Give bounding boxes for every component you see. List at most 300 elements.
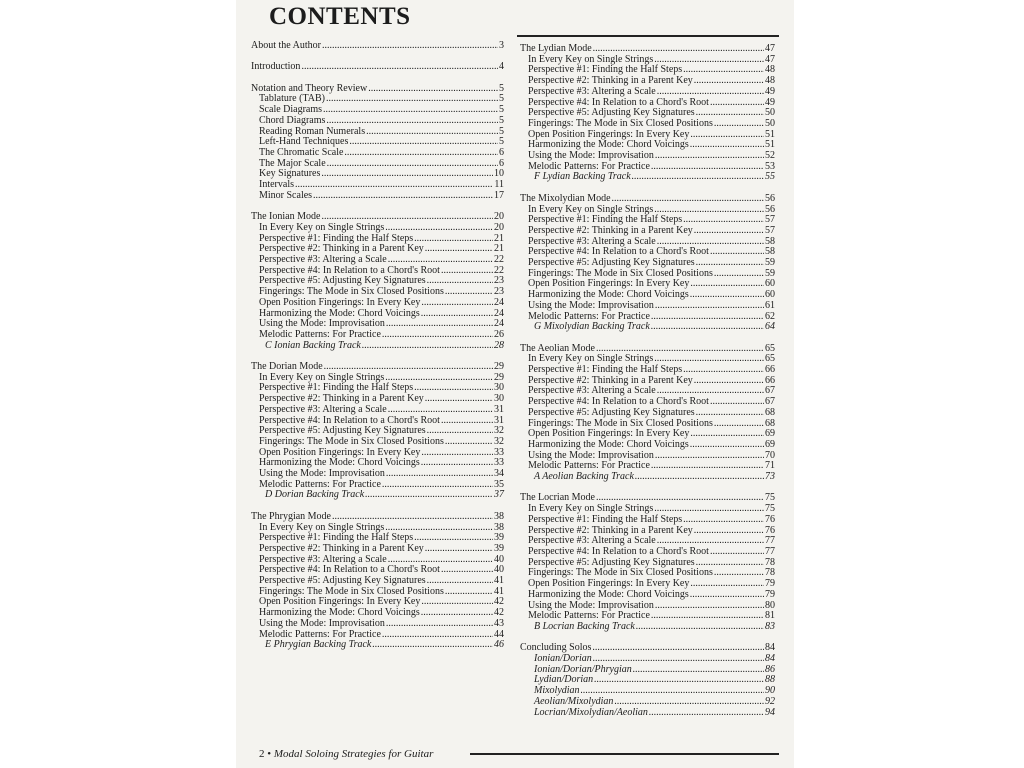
toc-page-number: 5 [499,82,504,94]
toc-entry-title: Fingerings: The Mode in Six Closed Positions [528,117,713,129]
dot-leader [368,84,498,95]
toc-entry-title: Tablature (TAB) [259,93,325,105]
toc-page-number: 10 [494,168,504,180]
toc-entry-title: Perspective #5: Adjusting Key Signatures [528,107,695,119]
toc-entry-title: Fingerings: The Mode in Six Closed Positions [528,567,713,579]
toc-page-number: 37 [494,489,504,501]
dot-leader [594,675,764,686]
toc-entry-title: In Every Key on Single Strings [259,521,385,533]
toc-page-number: 40 [494,564,504,576]
dot-leader [683,365,764,376]
dot-leader [612,194,764,205]
toc-page-number: 81 [765,610,775,622]
toc-page-number: 40 [494,553,504,565]
toc-entry-title: Open Position Fingerings: In Every Key [528,128,690,140]
dot-leader [683,215,764,226]
toc-page-number: 58 [765,246,775,258]
toc-entry-title: Harmonizing the Mode: Chord Voicings [259,607,420,619]
toc-page-number: 59 [765,267,775,279]
toc-entry [251,405,504,416]
toc-entry-title: Melodic Patterns: For Practice [528,610,650,622]
toc-entry-title: In Every Key on Single Strings [259,221,385,233]
page-title: CONTENTS [269,3,411,30]
toc-page-number: 52 [765,150,775,162]
toc-entry-title: Open Position Fingerings: In Every Key [259,296,421,308]
toc-page-number: 21 [494,232,504,244]
toc-page-number: 80 [765,599,775,611]
toc-entry-title: Reading Roman Numerals [259,125,366,137]
toc-page-number: 31 [494,403,504,415]
toc-entry-title: Concluding Solos [520,642,592,654]
dot-leader [349,137,498,148]
dot-leader [694,376,764,387]
toc-entry-title: Using the Mode: Improvisation [259,468,385,480]
toc-entry-title: In Every Key on Single Strings [528,353,654,365]
dot-leader [690,140,764,151]
toc-page-number: 66 [765,364,775,376]
dot-leader [710,397,764,408]
dot-leader [326,116,498,127]
toc-entry-title: Melodic Patterns: For Practice [528,160,650,172]
toc-page-number: 51 [765,128,775,140]
toc-page-number: 48 [765,64,775,76]
dot-leader [425,244,493,255]
toc-entry-title: D Dorian Backing Track [265,489,365,501]
toc-entry-title: Mixolydian [534,685,580,697]
toc-entry-title: Aeolian/Mixolydian [534,695,614,707]
toc-entry-title: The Major Scale [259,157,326,169]
toc-section-heading [251,62,504,73]
dot-leader [386,319,493,330]
toc-page-number: 79 [765,588,775,600]
toc-page-number: 41 [494,585,504,597]
toc-entry-title: Perspective #3: Altering a Scale [528,535,656,547]
dot-leader [655,301,764,312]
dot-leader [683,515,764,526]
toc-entry-title: Perspective #4: In Relation to a Chord's Root [259,564,440,576]
toc-entry-title: Perspective #3: Altering a Scale [528,385,656,397]
toc-page-number: 6 [499,147,504,158]
toc-entry-title: Melodic Patterns: For Practice [259,328,381,340]
toc-entry-title: Introduction [251,61,301,73]
toc-entry-title: Perspective #1: Finding the Half Steps [259,532,414,544]
dot-leader [714,568,764,579]
title-rule [517,35,779,37]
toc-page-number: 42 [494,607,504,619]
toc-entry-title: Melodic Patterns: For Practice [528,310,650,322]
toc-page-number: 76 [765,513,775,525]
toc-page-number: 75 [765,492,775,504]
toc-entry-title: Perspective #1: Finding the Half Steps [528,64,683,76]
dot-leader [322,41,498,52]
toc-entry-title: Perspective #4: In Relation to a Chord's Root [259,264,440,276]
toc-entry-title: Open Position Fingerings: In Every Key [259,446,421,458]
dot-leader [655,601,764,612]
toc-page-number: 51 [765,139,775,151]
toc-entry-title: Perspective #1: Finding the Half Steps [528,364,683,376]
dot-leader [714,119,764,130]
toc-entry-title: Open Position Fingerings: In Every Key [528,278,690,290]
dot-leader [655,151,764,162]
dot-leader [332,512,493,523]
toc-entry-title: B Locrian Backing Track [534,620,635,632]
dot-leader [372,640,493,651]
dot-leader [421,298,493,309]
toc-entry-title: The Phrygian Mode [251,510,331,522]
toc-page-number: 23 [494,286,504,298]
toc-page-number: 59 [765,257,775,269]
toc-entry [251,191,504,202]
dot-leader [655,451,764,462]
footer-bullet: • [267,748,272,760]
toc-page-number: 79 [765,578,775,590]
toc-page-number: 73 [765,471,775,483]
toc-page-number: 49 [765,96,775,108]
toc-page-number: 44 [494,628,504,640]
toc-entry-title: In Every Key on Single Strings [528,53,654,65]
dot-leader [445,587,493,598]
toc-subentry [520,472,775,483]
dot-leader [301,62,498,73]
toc-page-number: 35 [494,478,504,490]
toc-page-number: 65 [765,342,775,354]
dot-leader [388,405,493,416]
dot-leader [365,490,493,501]
toc-entry-title: Intervals [259,179,294,191]
toc-entry-title: Melodic Patterns: For Practice [259,478,381,490]
toc-entry-title: The Aeolian Mode [520,342,595,354]
toc-page-number: 5 [499,93,504,105]
toc-entry-title: Left-Hand Techniques [259,136,349,148]
toc-page-number: 90 [765,685,775,697]
toc-page-number: 56 [765,203,775,215]
toc-subentry [251,640,504,651]
toc-entry-title: About the Author [251,40,321,51]
toc-page-number: 70 [765,449,775,461]
dot-leader [421,597,493,608]
toc-section-heading [520,194,775,205]
toc-entry-title: Notation and Theory Review [251,82,368,94]
toc-page-number: 38 [494,510,504,522]
dot-leader [651,322,764,333]
toc-entry-title: Perspective #3: Altering a Scale [528,235,656,247]
toc-entry-title: Harmonizing the Mode: Chord Voicings [528,139,689,151]
toc-page-number: 77 [765,546,775,557]
toc-subentry [520,697,775,708]
dot-leader [632,172,764,183]
dot-leader [690,440,764,451]
dot-leader [651,162,764,173]
dot-leader [683,65,764,76]
toc-entry-title: In Every Key on Single Strings [259,371,385,383]
toc-entry-title: Minor Scales [259,189,313,201]
toc-column-left [251,41,504,651]
toc-section [520,194,775,333]
dot-leader [696,408,764,419]
dot-leader [694,76,764,87]
toc-page-number: 34 [494,468,504,480]
toc-entry-title: Ionian/Dorian [534,653,592,665]
toc-entry-title: Key Signatures [259,168,321,180]
dot-leader [362,341,493,352]
dot-leader [651,611,764,622]
toc-entry-title: Using the Mode: Improvisation [528,299,654,311]
toc-entry-title: The Chromatic Scale [259,147,344,158]
dot-leader [633,665,764,676]
dot-leader [344,148,498,159]
toc-subentry [520,172,775,183]
toc-page-number: 49 [765,85,775,97]
toc-entry-title: Open Position Fingerings: In Every Key [528,578,690,590]
dot-leader [690,279,764,290]
dot-leader [694,226,764,237]
toc-page-number: 21 [494,243,504,255]
toc-subentry [520,622,775,633]
toc-section [520,493,775,632]
toc-page-number: 22 [494,264,504,276]
toc-page-number: 62 [765,310,775,322]
dot-leader [690,290,764,301]
dot-leader [326,94,498,105]
toc-page-number: 84 [765,642,775,654]
dot-leader [386,619,493,630]
dot-leader [690,130,764,141]
toc-section [520,44,775,183]
dot-leader [313,191,493,202]
toc-entry-title: Open Position Fingerings: In Every Key [528,428,690,440]
footer-rule [470,753,779,755]
toc-page-number: 24 [494,318,504,330]
dot-leader [710,98,764,109]
toc-page-number: 11 [494,179,504,191]
dot-leader [710,247,764,258]
toc-page-number: 65 [765,353,775,365]
toc-page-number: 50 [765,117,775,129]
page-footer [259,747,433,761]
toc-entry-title: Fingerings: The Mode in Six Closed Positions [528,417,713,429]
dot-leader [321,169,493,180]
toc-entry-title: Perspective #1: Finding the Half Steps [528,214,683,226]
toc-page-number: 94 [765,706,775,718]
toc-entry [520,590,775,601]
toc-page-number: 22 [494,254,504,266]
toc-entry-title: Perspective #4: In Relation to a Chord's Root [259,414,440,426]
toc-page-number: 24 [494,296,504,308]
toc-entry [251,619,504,630]
toc-entry-title: Perspective #3: Altering a Scale [259,403,387,415]
toc-entry-title: Perspective #2: Thinking in a Parent Key [259,393,424,405]
toc-page-number: 77 [765,535,775,547]
dot-leader [710,547,764,558]
toc-entry-title: Melodic Patterns: For Practice [528,460,650,472]
toc-page-number: 29 [494,361,504,373]
toc-section-heading [251,41,504,52]
toc-entry-title: In Every Key on Single Strings [528,503,654,515]
toc-page-number: 5 [499,104,504,116]
dot-leader [651,312,764,323]
toc-page-number: 88 [765,674,775,686]
dot-leader [445,287,493,298]
toc-page-number: 69 [765,428,775,440]
toc-entry-title: The Ionian Mode [251,211,321,223]
dot-leader [690,429,764,440]
toc-entry [251,298,504,309]
toc-entry-title: Perspective #2: Thinking in a Parent Key [528,224,693,236]
toc-entry-title: Harmonizing the Mode: Chord Voicings [259,457,420,469]
toc-page-number: 47 [765,53,775,65]
dot-leader [614,697,764,708]
toc-subentry [520,322,775,333]
dot-leader [385,223,493,234]
toc-entry-title: F Lydian Backing Track [534,171,631,183]
toc-entry-title: The Dorian Mode [251,361,323,373]
toc-page-number: 57 [765,224,775,236]
dot-leader [414,234,493,245]
toc-entry-title: Perspective #2: Thinking in a Parent Key [259,243,424,255]
toc-entry-title: Fingerings: The Mode in Six Closed Positions [259,435,444,447]
toc-page-number: 30 [494,382,504,394]
toc-page-number: 68 [765,406,775,418]
toc-page-number: 33 [494,446,504,458]
toc-entry-title: Perspective #5: Adjusting Key Signatures [259,425,426,437]
toc-page-number: 67 [765,385,775,397]
toc-entry-title: The Lydian Mode [520,43,592,54]
toc-page-number: 60 [765,278,775,290]
toc-page-number: 78 [765,556,775,568]
toc-entry [520,515,775,526]
toc-section [251,41,504,52]
toc-entry-title: Ionian/Dorian/Phrygian [534,663,632,675]
toc-page-number: 4 [499,61,504,73]
toc-entry-title: Perspective #1: Finding the Half Steps [528,513,683,525]
toc-entry-title: Using the Mode: Improvisation [528,449,654,461]
toc-page-number: 24 [494,307,504,319]
toc-page-number: 92 [765,695,775,707]
toc-entry-title: Perspective #5: Adjusting Key Signatures [259,575,426,587]
toc-page-number: 28 [494,339,504,351]
toc-page-number: 31 [494,414,504,426]
toc-entry-title: Using the Mode: Improvisation [259,617,385,629]
dot-leader [421,309,493,320]
toc-page-number: 6 [499,157,504,169]
toc-entry-title: Perspective #5: Adjusting Key Signatures [259,275,426,287]
toc-entry [251,223,504,234]
toc-page-number: 71 [765,460,775,472]
toc-entry-title: Using the Mode: Improvisation [528,599,654,611]
toc-entry-title: E Phrygian Backing Track [265,639,372,651]
toc-page-number: 5 [499,114,504,126]
toc-entry-title: Perspective #2: Thinking in a Parent Key [528,75,693,87]
toc-entry-title: Harmonizing the Mode: Chord Voicings [528,289,689,301]
toc-entry-title: Locrian/Mixolydian/Aeolian [534,706,648,718]
dot-leader [445,437,493,448]
toc-page-number: 39 [494,532,504,544]
dot-leader [421,458,493,469]
toc-entry [520,408,775,419]
toc-page-number: 47 [765,43,775,54]
toc-page-number: 64 [765,321,775,333]
dot-leader [441,266,493,277]
toc-entry-title: Fingerings: The Mode in Six Closed Positions [259,286,444,298]
toc-section [251,512,504,651]
dot-leader [382,480,493,491]
toc-entry-title: Melodic Patterns: For Practice [259,628,381,640]
toc-page-number: 50 [765,107,775,119]
toc-entry-title: Perspective #2: Thinking in a Parent Key [259,542,424,554]
dot-leader [366,127,498,138]
toc-entry [520,87,775,98]
toc-page-number: 67 [765,396,775,408]
toc-section [520,643,775,718]
toc-page-number: 69 [765,438,775,450]
dot-leader [635,472,764,483]
toc-page-number: 86 [765,663,775,675]
toc-entry-title: Perspective #4: In Relation to a Chord's Root [528,396,709,408]
toc-page-number: 48 [765,75,775,87]
toc-entry-title: A Aeolian Backing Track [534,471,634,483]
toc-entry-title: Harmonizing the Mode: Chord Voicings [259,307,420,319]
toc-entry-title: G Mixolydian Backing Track [534,321,650,333]
dot-leader [425,394,493,405]
toc-section-heading [251,512,504,523]
dot-leader [714,269,764,280]
toc-entry-title: Perspective #5: Adjusting Key Signatures [528,406,695,418]
toc-page-number: 76 [765,524,775,536]
toc-section [251,84,504,202]
dot-leader [657,87,764,98]
dot-leader [592,643,764,654]
dot-leader [441,565,493,576]
toc-entry-title: C Ionian Backing Track [265,339,361,351]
dot-leader [425,544,493,555]
dot-leader [386,469,493,480]
toc-entry-title: Using the Mode: Improvisation [259,318,385,330]
toc-page-number: 32 [494,425,504,437]
toc-entry-title: Fingerings: The Mode in Six Closed Positions [528,267,713,279]
toc-page-number: 5 [499,136,504,148]
toc-entry-title: Lydian/Dorian [534,674,594,686]
toc-page-number: 20 [494,221,504,233]
toc-page-number: 78 [765,567,775,579]
toc-section [251,62,504,73]
dot-leader [382,630,493,641]
footer-page-number: 2 [259,748,265,760]
toc-page-number: 56 [765,192,775,204]
toc-entry-title: Perspective #1: Finding the Half Steps [259,382,414,394]
toc-page-number: 68 [765,417,775,429]
toc-page-number: 53 [765,160,775,172]
toc-entry-title: Perspective #4: In Relation to a Chord's Root [528,546,709,557]
dot-leader [327,159,498,170]
toc-entry-title: Perspective #3: Altering a Scale [259,553,387,565]
toc-entry-title: The Mixolydian Mode [520,192,611,204]
toc-page-number: 26 [494,328,504,340]
toc-entry-title: Open Position Fingerings: In Every Key [259,596,421,608]
toc-page-number: 23 [494,275,504,287]
dot-leader [694,526,764,537]
toc-section [251,362,504,501]
toc-section [251,212,504,351]
toc-entry-title: Chord Diagrams [259,114,326,126]
dot-leader [414,533,493,544]
toc-page-number: 5 [499,125,504,137]
toc-entry-title: Scale Diagrams [259,104,323,116]
toc-page-number: 61 [765,299,775,311]
toc-entry-title: Perspective #3: Altering a Scale [259,254,387,266]
toc-page-number: 60 [765,289,775,301]
toc-page-number: 29 [494,371,504,383]
dot-leader [441,416,493,427]
